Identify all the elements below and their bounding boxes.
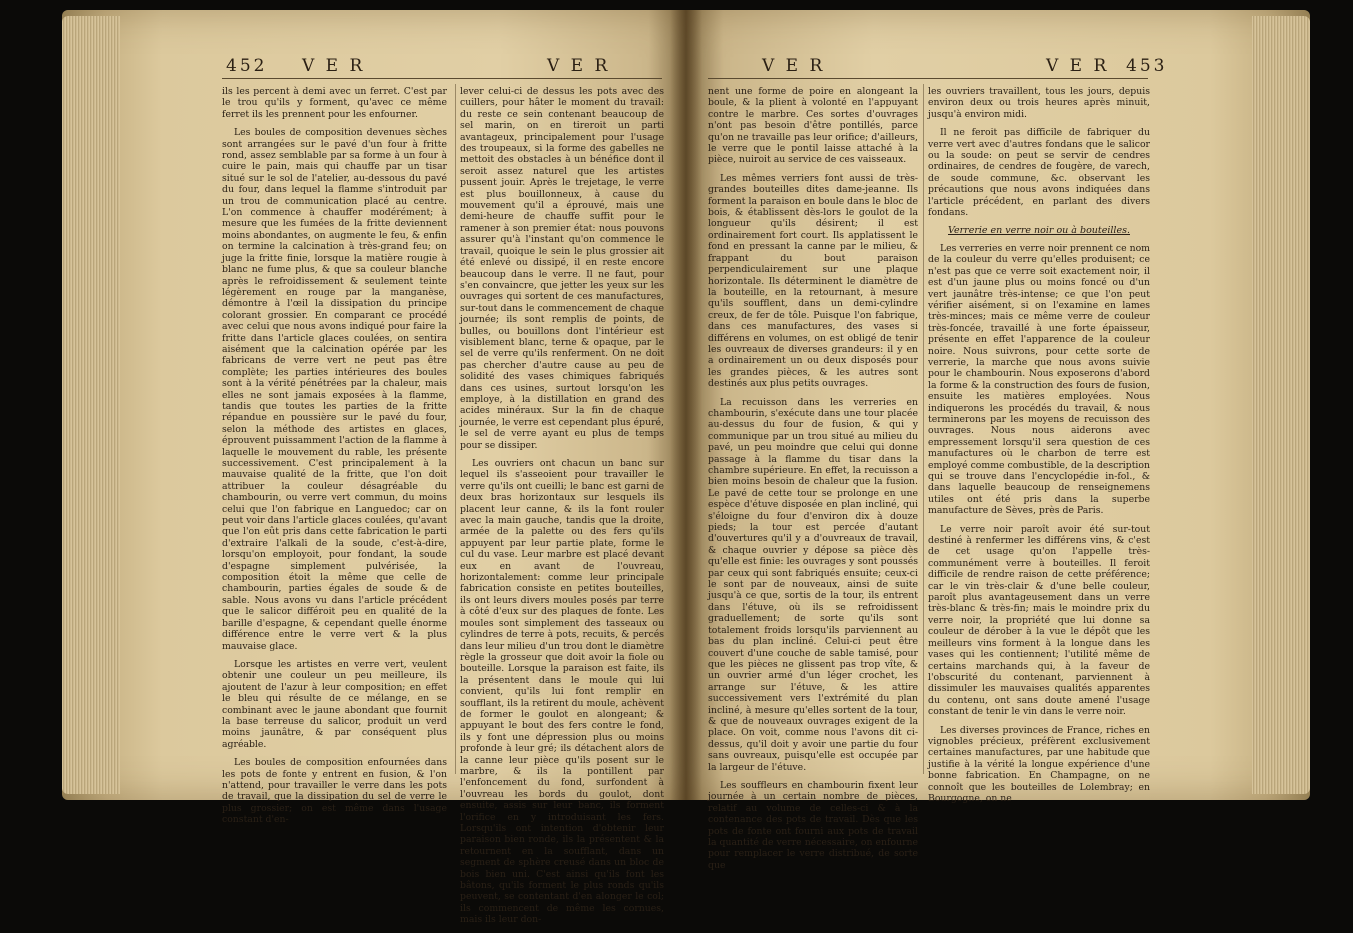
page-number: 453: [1126, 56, 1168, 76]
running-head: V E R: [762, 56, 826, 76]
text-column-1: [222, 86, 447, 833]
paragraph: Les boules de composition enfournées dans les pots de fonte y entrent en fusion, & l'on n'attend, pour travailler le verre dans les pots de travail, que la dissipation du sel de verre le plus grossier; on est même dans l'usage constant d'en-: [222, 757, 447, 826]
page-edges: [1252, 16, 1310, 794]
paragraph: lever celui-ci de dessus les pots avec des cuillers, pour hâter le moment du travail: du reste ce sein contenant beaucoup de sel marin, on en tireroit un parti avantageux, principalement pour l'usage des troupeaux, si la forme des gabelles ne mettoit des obstacles à un bénéfice dont il seroit assez naturel que les artistes pussent jouir. Après le trejetage, le verre est plus bouillonneux, à cause du mouvement qu'il a éprouvé, mais une demi-heure de chauffe suffit pour le ramener à son premier état: nous pouvons assurer qu'à l'instant qu'on commence le travail, quoique le sein le plus grossier ait été enlevé ou dissipé, il en reste encore beaucoup dans le verre. Il ne faut, pour s'en convaincre, que jetter les yeux sur les ouvrages qui sortent de ces manufactures, sur-tout dans le commencement de chaque journée; ils sont remplis de points, de bulles, ou bouillons dont l'intérieur est visiblement blanc, terne & opaque, par le sel de verre qu'ils renferment. On ne doit pas chercher d'autre cause au peu de solidité des vases chimiques fabriqués dans ces usines, surtout lorsqu'on les employe, à la distillation en grand des acides minéraux. Sur la fin de chaque journée, le verre est cependant plus épuré, le sel de verre ayant eu plus de temps pour se dissiper.: [460, 86, 664, 451]
section-heading: Verrerie en verre noir ou à bouteilles.: [948, 225, 1130, 237]
running-head: V E R: [302, 56, 366, 76]
paragraph: Les boules de composition devenues sèches sont arrangées sur le pavé d'un four à fritte rond, assez semblable par sa forme à un four à cuire le pain, mais qui chauffe par un tisar situé sur le sol de l'atelier, au-dessous du pavé du four, dans lequel la flamme s'introduit par un trou de communication placé au centre. L'on commence à chauffer modérément; à mesure que les fumées de la fritte deviennent moins abondantes, on augmente le feu, & enfin on termine la calcination à très-grand feu; on juge la fritte finie, lorsque la matière rougie à blanc ne fume plus, & que sa couleur blanche après le refroidissement & seulement teinte légèrement en rouge par la manganèse, démontre à l'œil la dissipation du principe colorant grossier. En comparant ce procédé avec celui que nous avons indiqué pour faire la fritte dans l'article glaces coulées, on sentira aisément que la calcination opérée par les fabricans de verre vert ne peut pas être complète; les parties intérieures des boules sont à la vérité pénétrées par la chaleur, mais elles ne sont jamais exposées à la flamme, tandis que toutes les parties de la fritte répandue en poussière sur le pavé du four, selon la méthode des artistes en glaces, éprouvent puissamment l'action de la flamme à laquelle le mouvement du rable, les présente successivement. C'est principalement à la mauvaise qualité de la fritte, que l'on doit attribuer la couleur désagréable du chambourin, ou verre vert commun, du moins celui que l'on fabrique en Languedoc; car on peut voir dans l'article glaces coulées, qu'avant que l'on eût pris dans cette fabrication le parti d'extraire l'alkali de la soude, c'est-à-dire, lorsqu'on employoit, pour fondant, la soude d'espagne simplement pulvérisée, la composition étoit la même que celle de chambourin, parties égales de soude & de sable. Nous avons vu dans l'article précédent que le salicor différoit peu en qualité de la barille d'espagne, & cependant quelle énorme différence entre le verre vert & la plus mauvaise glace.: [222, 127, 447, 652]
paragraph: nent une forme de poire en alongeant la boule, & la plient à volonté en l'appuyant contre le marbre. Ces sortes d'ouvrages n'ont pas besoin d'être pontillés, parce qu'on ne travaille pas leur orifice; d'ailleurs, le verre que le pontil laisse attaché à la pièce, nuiroit au service de ces vaisseaux.: [708, 86, 918, 166]
paragraph: ils les percent à demi avec un ferret. C'est par le trou qu'ils y forment, qu'avec ce même ferret ils les prennent pour les enfourner.: [222, 86, 447, 120]
text-column-1: [708, 86, 918, 878]
left-page: [62, 10, 686, 926]
page-number: 452: [226, 56, 268, 76]
running-head: V E R: [547, 56, 611, 76]
text-column-2: [928, 86, 1150, 811]
book-gutter: [670, 10, 702, 800]
paragraph: Les mêmes verriers font aussi de très-grandes bouteilles dites dame-jeanne. Ils forment la paraison en boule dans le bloc de bois, & établissent dès-lors le goulot de la longueur qu'ils désirent; il est ordinairement fort court. Ils applatissent le fond en pressant la canne par le milieu, & frappant du bout paraison perpendiculairement sur une plaque horizontale. Ils déterminent le diamètre de la bouteille, en la retournant, à mesure qu'ils soufflent, dans un demi-cylindre creux, de fer de tôle. Puisque l'on fabrique, dans ces manufactures, des vases si différens en volumes, on est obligé de tenir les ouvreaux de diverses grandeurs: il y en a ordinairement un ou deux disposés pour les grandes pièces, & les autres sont destinés aux plus petits ouvrages.: [708, 172, 918, 390]
header-rule: [222, 78, 662, 79]
paragraph: Les verreries en verre noir prennent ce nom de la couleur du verre qu'elles produisent; ce n'est pas que ce verre soit exactement noir, il est d'un jaune plus ou moins foncé ou d'un vert jaunâtre très-intense; ce que l'on peut vérifier aisément, si on l'examine en lames très-minces; mais ce même verre de couleur très-foncée, travaillé à une forte épaisseur, présente en effet l'apparence de la couleur noire. Nous suivrons, pour cette sorte de verrerie, la marche que nous avons suivie pour le chambourin. Nous exposerons d'abord la forme & la construction des fours de fusion, ensuite les matières employées. Nous indiquerons les procédés du travail, & nous terminerons par les moyens de recuisson des ouvrages. Nous nous aiderons avec empressement lorsqu'il sera question de ces manufactures où le charbon de terre est employé comme combustible, de la description qui se trouve dans l'encyclopédie in-fol., & dans laquelle beaucoup de renseignemens utiles ont été pris dans la superbe manufacture de Sèves, près de Paris.: [928, 242, 1150, 517]
paragraph: La recuisson dans les verreries en chambourin, s'exécute dans une tour placée au-dessus du four de fusion, & qui y communique par un trou situé au milieu du pavé, un peu moindre que celui qui donne passage à la flamme du tisar dans la chambre supérieure. En effet, la recuisson a bien moins besoin de chaleur que la fusion. Le pavé de cette tour se prolonge en une espèce d'étuve disposée en plan incliné, qui s'éloigne du four d'environ dix à douze pieds; la tour est percée d'autant d'ouvertures qu'il y a d'ouvreaux de travail, & chaque ouvrier y dépose sa pièce dès qu'elle est finie: les ouvrages y sont poussés par ceux qui sont fabriqués ensuite; ceux-ci le sont par de nouveaux, ainsi de suite jusqu'à ce que, sortis de la tour, ils entrent dans l'étuve, où ils se refroidissent graduellement; de sorte qu'ils sont totalement froids lorsqu'ils parviennent au bas du plan incliné. Celui-ci peut être couvert d'une couche de sable tamisé, pour que les pièces ne glissent pas trop vîte, & un ouvrier armé d'un léger crochet, les arrange sur l'étuve, & les attire successivement vers l'extrémité du plan incliné, à mesure qu'elles sortent de la tour, & que de nouveaux ouvrages exigent de la place. On voit, comme nous l'avons dit ci-dessus, qu'il doit y avoir une partie du four sans ouvreaux, puisqu'elle est occupée par la largeur de l'étuve.: [708, 396, 918, 773]
open-book: [62, 10, 1310, 926]
paragraph: Le verre noir paroît avoir été sur-tout destiné à renfermer les différens vins, & c'est de cet usage qu'on l'appelle très-communément verre à bouteilles. Il feroit difficile de rendre raison de cette préférence; car le vin très-clair & d'une belle couleur, paroît plus avantageusement dans un verre très-blanc & très-fin; mais le moindre prix du verre noir, la propriété que lui donne sa couleur de dérober à la vue le dépôt que les meilleurs vins forment à la longue dans les vases qui les contiennent; l'utilité même de certains marchands qui, à la faveur de l'obscurité du contenant, parviennent à dissimuler les mauvaises qualités apparentes du contenu, ont sans doute amené l'usage constant de tenir le vin dans le verre noir.: [928, 523, 1150, 718]
paragraph: Lorsque les artistes en verre vert, veulent obtenir une couleur un peu meilleure, ils ajoutent de l'azur à leur composition; en effet le bleu qui résulte de ce mélange, en se combinant avec le jaune abondant que fournit la base terreuse du salicor, produit un verd moins jaunâtre, & par conséquent plus agréable.: [222, 658, 447, 750]
page-edges: [62, 16, 120, 794]
column-separator: [923, 84, 924, 774]
paragraph: les ouvriers travaillent, tous les jours, depuis environ deux ou trois heures après minuit, jusqu'à environ midi.: [928, 86, 1150, 120]
paragraph: Les ouvriers ont chacun un banc sur lequel ils s'asseoient pour travailler le verre qu'ils ont cueilli; le banc est garni de deux bras horizontaux sur lesquels ils placent leur canne, & ils la font rouler avec la main gauche, tandis que la droite, armée de la palette ou des fers qu'ils appuyent par leur partie plate, forme le cul du vase. Leur marbre est placé devant eux en avant de l'ouvreau, horizontalement: comme leur principale fabrication consiste en petites bouteilles, ils ont leurs divers moules posés par terre à côté d'eux sur des plaques de fonte. Les moules sont simplement des tasseaux ou cylindres de terre à pots, recuits, & percés dans leur milieu d'un trou dont le diamètre règle la grosseur que doit avoir la fiole ou bouteille. Lorsque la paraison est faite, ils la présentent dans le moule qui lui convient, qu'ils lui font remplir en soufflant, ils la retirent du moule, achèvent de former le goulot en alongeant; & appuyant le bout des fers contre le fond, ils y font une dépression plus ou moins profonde à leur gré; ils détachent alors de la canne leur pièce qu'ils posent sur le marbre, & ils la pontillent par l'enfoncement du fond, surfondent à l'ouvreau les bords du goulot, dont ensuite, assis sur leur banc, ils forment l'orifice en y introduisant les fers. Lorsqu'ils ont intention d'obtenir leur paraison bien ronde, ils la présentent & la retournent en la soufflant, dans un segment de sphère creusé dans un bloc de bois bien uni. C'est ainsi qu'ils font les bâtons, qu'ils forment le plus ronds qu'ils peuvent, se contentant d'en alonger le col; ils commencent de même les cornues, mais ils leur don-: [460, 458, 664, 926]
column-separator: [455, 84, 456, 774]
running-head: V E R: [1046, 56, 1110, 76]
text-column-2: [460, 86, 664, 933]
header-rule: [708, 78, 1148, 79]
paragraph: Les souffleurs en chambourin fixent leur journée à un certain nombre de pièces, relatif au volume de celles-ci & à la contenance des pots de travail. Dès que les pots de fonte ont fourni aux pots de travail la quantité de verre nécessaire, on enfourne pour remplacer le verre distribué, de sorte que: [708, 779, 918, 871]
right-page: [686, 10, 1310, 871]
paragraph: Les diverses provinces de France, riches en vignobles précieux, préfèrent exclusivement certaines manufactures, par une habitude que justifie à la vérité la longue expérience d'une bonne fabrication. En Champagne, on ne connoît que les bouteilles de Lolembray; en Bourgogne, on ne: [928, 724, 1150, 804]
paragraph: Il ne feroit pas difficile de fabriquer du verre vert avec d'autres fondans que le salicor ou la soude: on peut se servir de cendres ordinaires, de cendres de fougère, de varech, de soude commune, &c. observant les précautions que nous avons indiquées dans l'article précédent, en parlant des divers fondans.: [928, 127, 1150, 219]
